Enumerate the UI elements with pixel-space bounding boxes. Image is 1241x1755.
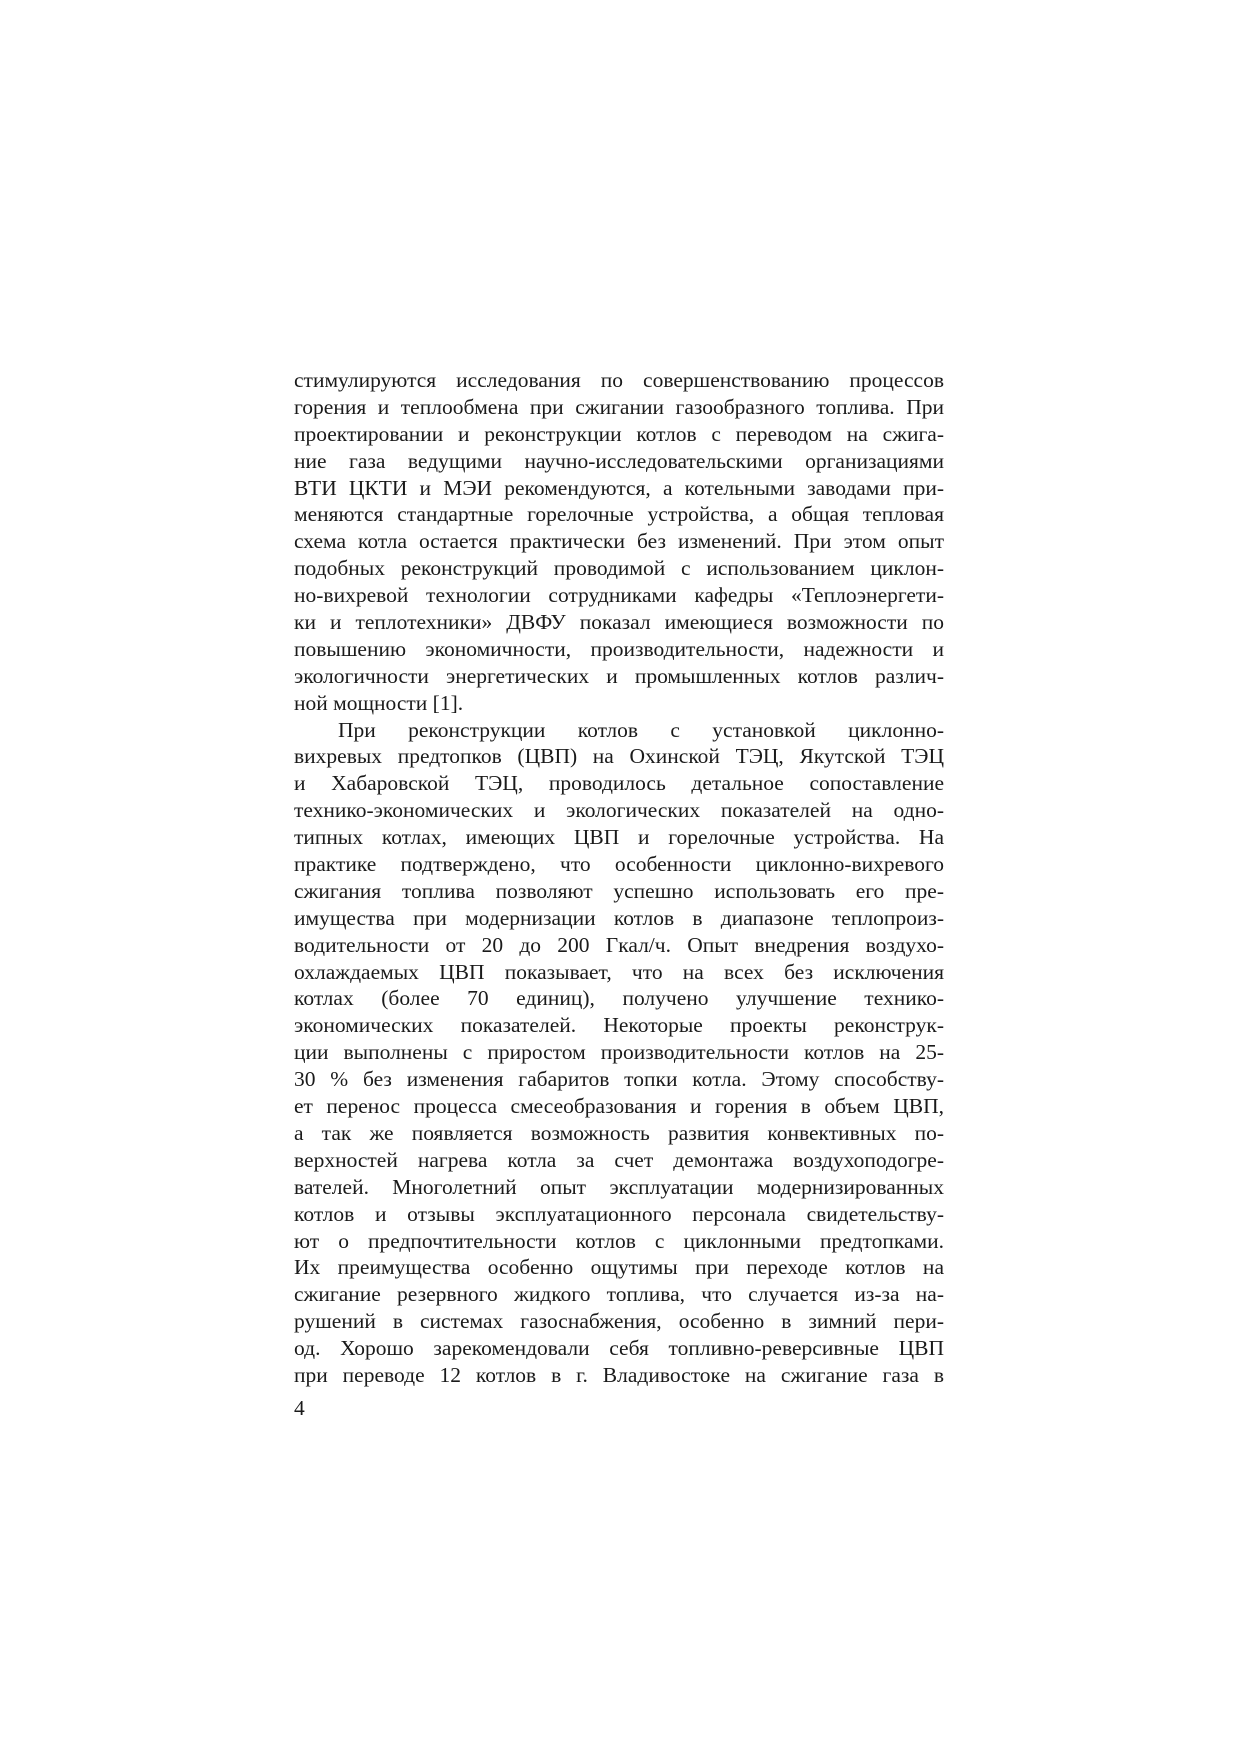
body-text: [294, 367, 944, 1389]
text-line: ной мощности [1].: [294, 690, 464, 715]
page-number: 4: [294, 1396, 305, 1420]
text-line: и Хабаровской ТЭЦ, проводилось детальное сопоставление: [294, 771, 944, 796]
text-line: вателей. Многолетний опыт эксплуатации модернизированных: [294, 1174, 944, 1199]
text-line: Их преимущества особенно ощутимы при переходе котлов на: [294, 1255, 944, 1280]
text-line: технико-экономических и экологических показателей на одно-: [294, 798, 944, 823]
text-line: вихревых предтопков (ЦВП) на Охинской ТЭЦ, Якутской ТЭЦ: [294, 744, 944, 769]
text-line: ки и теплотехники» ДВФУ показал имеющиеся возможности по: [294, 610, 944, 635]
text-line: ние газа ведущими научно-исследовательскими организациями: [294, 448, 944, 473]
text-line: сжигания топлива позволяют успешно использовать его пре-: [294, 878, 944, 903]
text-line: экономических показателей. Некоторые проекты реконструк-: [294, 1013, 944, 1038]
text-line: ют о предпочтительности котлов с циклонными предтопками.: [294, 1228, 944, 1253]
text-line: верхностей нагрева котла за счет демонтажа воздухоподогре-: [294, 1147, 944, 1172]
text-line: имущества при модернизации котлов в диапазоне теплопроиз-: [294, 905, 944, 930]
text-line: ет перенос процесса смесеобразования и горения в объем ЦВП,: [294, 1094, 944, 1119]
text-line: котлах (более 70 единиц), получено улучшение технико-: [294, 986, 944, 1011]
text-line: водительности от 20 до 200 Гкал/ч. Опыт внедрения воздухо-: [294, 932, 944, 957]
text-line: меняются стандартные горелочные устройства, а общая тепловая: [294, 502, 944, 527]
text-line: типных котлах, имеющих ЦВП и горелочные устройства. На: [294, 825, 944, 850]
text-line: стимулируются исследования по совершенствованию процессов: [294, 368, 944, 392]
text-line: ции выполнены с приростом производительности котлов на 25-: [294, 1040, 944, 1065]
text-line: котлов и отзывы эксплуатационного персонала свидетельству-: [294, 1201, 944, 1226]
text-line: рушений в системах газоснабжения, особенно в зимний пери-: [294, 1309, 944, 1334]
text-line: практике подтверждено, что особенности циклонно-вихревого: [294, 852, 944, 877]
text-line: сжигание резервного жидкого топлива, что случается из-за на-: [294, 1282, 944, 1307]
text-line: схема котла остается практически без изменений. При этом опыт: [294, 529, 944, 554]
text-line: повышению экономичности, производительности, надежности и: [294, 636, 944, 661]
text-line: подобных реконструкций проводимой с использованием циклон-: [294, 556, 944, 581]
text-line: а так же появляется возможность развития конвективных по-: [294, 1120, 944, 1145]
text-line: горения и теплообмена при сжигании газообразного топлива. При: [294, 394, 944, 419]
text-line: но-вихревой технологии сотрудниками кафедры «Теплоэнергети-: [294, 583, 944, 608]
text-line: экологичности энергетических и промышленных котлов различ-: [294, 663, 944, 688]
text-line: при переводе 12 котлов в г. Владивостоке на сжигание газа в: [294, 1362, 944, 1387]
text-line: ВТИ ЦКТИ и МЭИ рекомендуются, а котельными заводами при-: [294, 475, 944, 500]
text-line: При реконструкции котлов с установкой циклонно-: [338, 717, 944, 742]
text-line: проектировании и реконструкции котлов с переводом на сжига-: [294, 421, 944, 446]
text-line: од. Хорошо зарекомендовали себя топливно-реверсивные ЦВП: [294, 1336, 944, 1361]
text-line: охлаждаемых ЦВП показывает, что на всех без исключения: [294, 959, 944, 984]
text-line: 30 % без изменения габаритов топки котла. Этому способству-: [294, 1067, 944, 1092]
